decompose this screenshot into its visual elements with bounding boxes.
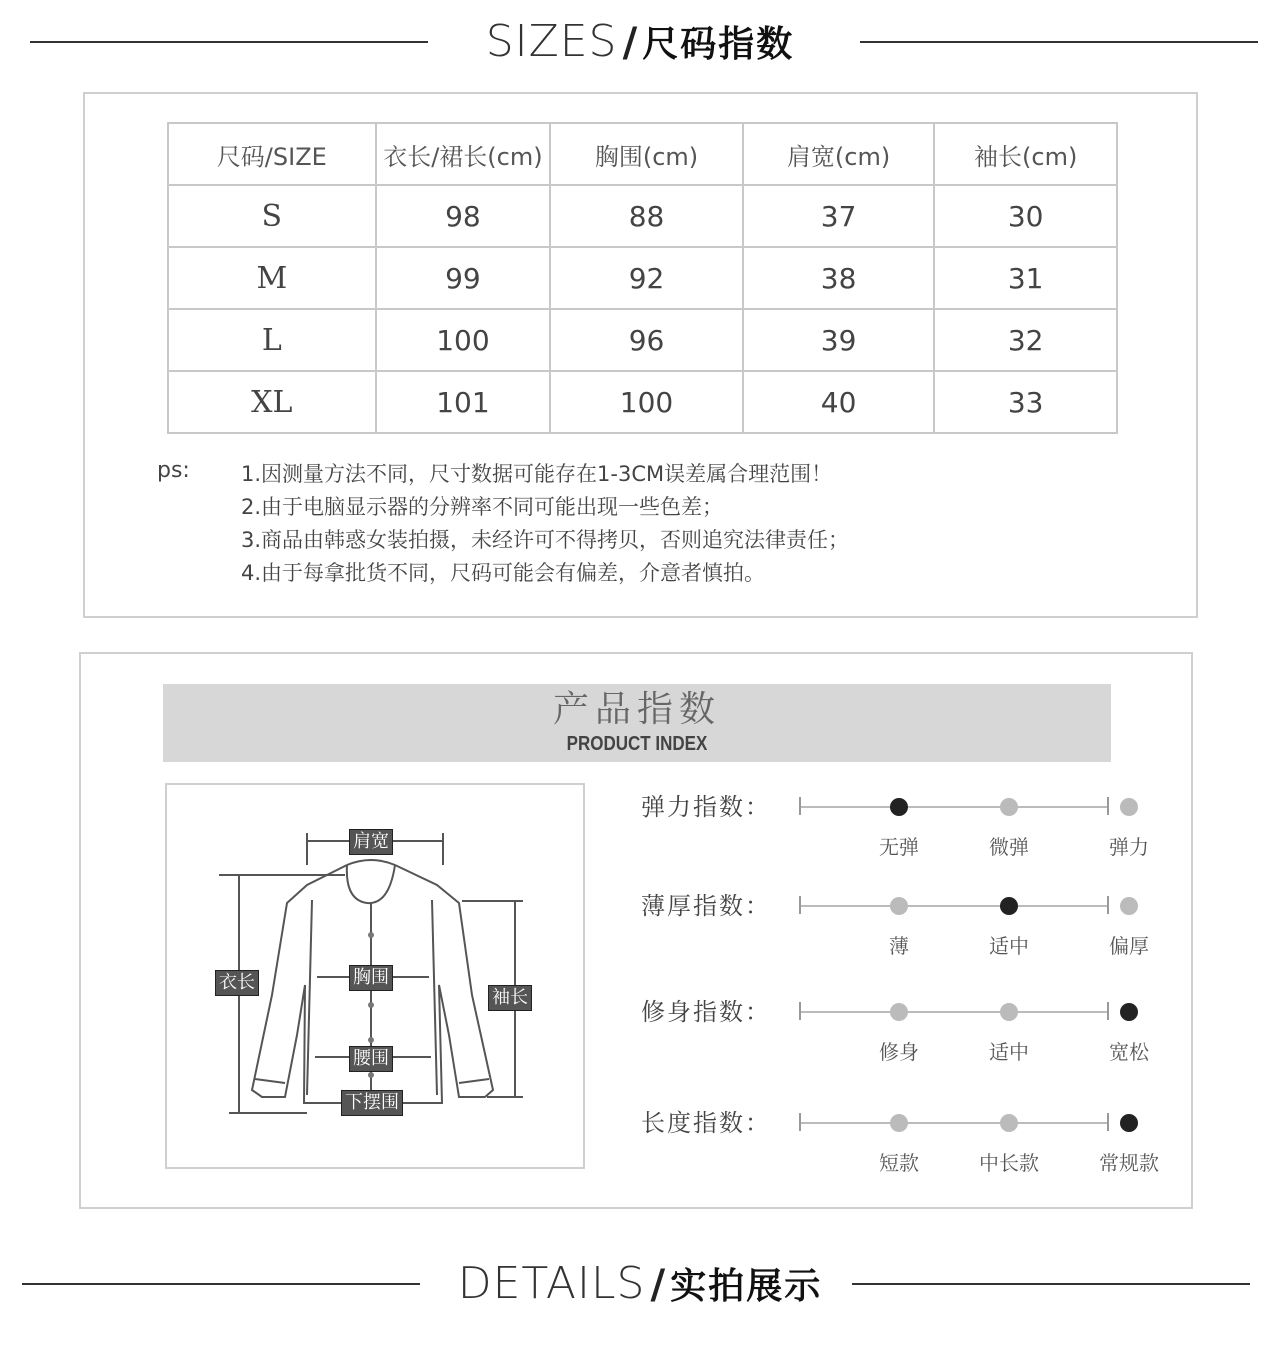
length-cell: 98 bbox=[376, 185, 551, 247]
index-track bbox=[799, 1122, 1109, 1124]
index-row-name: 弹力指数： bbox=[641, 793, 771, 821]
size-chart-panel bbox=[83, 92, 1198, 618]
length-cell: 100 bbox=[376, 309, 551, 371]
index-dot bbox=[1120, 897, 1138, 915]
index-track-end-tick bbox=[799, 896, 801, 914]
table-row bbox=[168, 185, 1117, 247]
index-option-label: 适中 bbox=[989, 1040, 1029, 1064]
index-dot bbox=[890, 897, 908, 915]
note-line: 1.因测量方法不同，尺寸数据可能存在1-3CM误差属合理范围！ bbox=[241, 462, 833, 486]
sleeve-cell: 30 bbox=[934, 185, 1117, 247]
table-row bbox=[168, 371, 1117, 433]
size-cell: S bbox=[168, 185, 376, 247]
index-track bbox=[799, 905, 1109, 907]
header-sleeve: 袖长(cm) bbox=[934, 123, 1117, 185]
sleeve-cell: 31 bbox=[934, 247, 1117, 309]
index-row-name: 长度指数： bbox=[641, 1109, 771, 1137]
size-cell: L bbox=[168, 309, 376, 371]
index-dot-selected bbox=[1120, 1003, 1138, 1021]
garment-measurement-diagram bbox=[165, 783, 585, 1169]
index-row bbox=[641, 789, 1149, 869]
index-track bbox=[799, 806, 1109, 808]
sizes-title-cn: 尺码指数 bbox=[642, 24, 795, 65]
chest-cell: 96 bbox=[550, 309, 743, 371]
note-line: 4.由于每拿批货不同，尺码可能会有偏差，介意者慎拍。 bbox=[241, 561, 766, 585]
index-option-label: 宽松 bbox=[1109, 1040, 1149, 1064]
note-line: 2.由于电脑显示器的分辨率不同可能出现一些色差； bbox=[241, 495, 724, 519]
table-row bbox=[168, 309, 1117, 371]
label-waist: 腰围 bbox=[349, 1046, 393, 1072]
product-index-title-cn: 产品指数 bbox=[552, 689, 721, 730]
shoulder-cell: 40 bbox=[743, 371, 935, 433]
index-row-name: 薄厚指数： bbox=[641, 892, 771, 920]
label-sleeve: 袖长 bbox=[488, 985, 532, 1011]
index-track-end-tick bbox=[1107, 797, 1109, 815]
size-table-header-row bbox=[168, 123, 1117, 185]
length-cell: 101 bbox=[376, 371, 551, 433]
details-title-separator: / bbox=[650, 1262, 666, 1308]
header-chest: 胸围(cm) bbox=[550, 123, 743, 185]
index-dot-selected bbox=[890, 798, 908, 816]
shoulder-cell: 39 bbox=[743, 309, 935, 371]
label-hem: 下摆围 bbox=[341, 1090, 403, 1116]
index-option-label: 偏厚 bbox=[1109, 934, 1149, 958]
index-dot-selected bbox=[1120, 1114, 1138, 1132]
index-track-end-tick bbox=[799, 797, 801, 815]
index-dot bbox=[1000, 798, 1018, 816]
label-chest: 胸围 bbox=[349, 965, 393, 991]
index-row bbox=[641, 888, 1149, 968]
index-dot-selected bbox=[1000, 897, 1018, 915]
index-row-name: 修身指数： bbox=[641, 998, 771, 1026]
index-row bbox=[641, 1105, 1159, 1185]
details-title-cn: 实拍展示 bbox=[670, 1266, 823, 1307]
note-line: 3.商品由韩惑女装拍摄，未经许可不得拷贝，否则追究法律责任； bbox=[241, 528, 850, 552]
notes-lines bbox=[241, 458, 849, 590]
index-option-label: 短款 bbox=[879, 1151, 919, 1175]
sizes-title-en: SIZES bbox=[485, 16, 618, 67]
index-option-label: 薄 bbox=[889, 934, 909, 958]
chest-cell: 100 bbox=[550, 371, 743, 433]
sleeve-cell: 32 bbox=[934, 309, 1117, 371]
header-size: 尺码/SIZE bbox=[168, 123, 376, 185]
table-row bbox=[168, 247, 1117, 309]
index-option-label: 弹力 bbox=[1109, 835, 1149, 859]
index-option-label: 适中 bbox=[989, 934, 1029, 958]
index-track bbox=[799, 1011, 1109, 1013]
chest-cell: 92 bbox=[550, 247, 743, 309]
product-index-banner bbox=[163, 684, 1111, 762]
sizes-section-header bbox=[0, 12, 1280, 72]
sizes-title-separator: / bbox=[622, 20, 638, 66]
index-track-end-tick bbox=[1107, 1002, 1109, 1020]
sleeve-cell: 33 bbox=[934, 371, 1117, 433]
index-dot bbox=[890, 1003, 908, 1021]
index-track-end-tick bbox=[1107, 1113, 1109, 1131]
index-dot bbox=[1000, 1114, 1018, 1132]
product-index-panel bbox=[79, 652, 1193, 1209]
index-track-end-tick bbox=[799, 1113, 801, 1131]
chest-cell: 88 bbox=[550, 185, 743, 247]
product-index-title-en: PRODUCT INDEX bbox=[566, 733, 708, 755]
index-dot bbox=[1120, 798, 1138, 816]
notes-ps-label: ps: bbox=[157, 458, 190, 483]
label-length: 衣长 bbox=[215, 970, 259, 996]
index-option-label: 修身 bbox=[879, 1040, 919, 1064]
shoulder-cell: 38 bbox=[743, 247, 935, 309]
details-section-header bbox=[0, 1254, 1280, 1314]
index-row bbox=[641, 994, 1149, 1074]
details-title bbox=[0, 1254, 1280, 1323]
index-option-label: 常规款 bbox=[1099, 1151, 1159, 1175]
index-dot bbox=[1000, 1003, 1018, 1021]
index-option-label: 中长款 bbox=[979, 1151, 1039, 1175]
sizes-title bbox=[0, 12, 1280, 81]
label-shoulder: 肩宽 bbox=[349, 829, 393, 855]
header-length: 衣长/裙长(cm) bbox=[376, 123, 551, 185]
size-cell: XL bbox=[168, 371, 376, 433]
shoulder-cell: 37 bbox=[743, 185, 935, 247]
size-table bbox=[167, 122, 1118, 434]
index-option-label: 无弹 bbox=[879, 835, 919, 859]
index-track-end-tick bbox=[799, 1002, 801, 1020]
header-divider-right bbox=[852, 1283, 1250, 1285]
index-option-label: 微弹 bbox=[989, 835, 1029, 859]
length-cell: 99 bbox=[376, 247, 551, 309]
header-shoulder: 肩宽(cm) bbox=[743, 123, 935, 185]
index-dot bbox=[890, 1114, 908, 1132]
size-cell: M bbox=[168, 247, 376, 309]
index-track-end-tick bbox=[1107, 896, 1109, 914]
details-title-en: DETAILS bbox=[457, 1258, 646, 1309]
header-divider-right bbox=[860, 41, 1258, 43]
